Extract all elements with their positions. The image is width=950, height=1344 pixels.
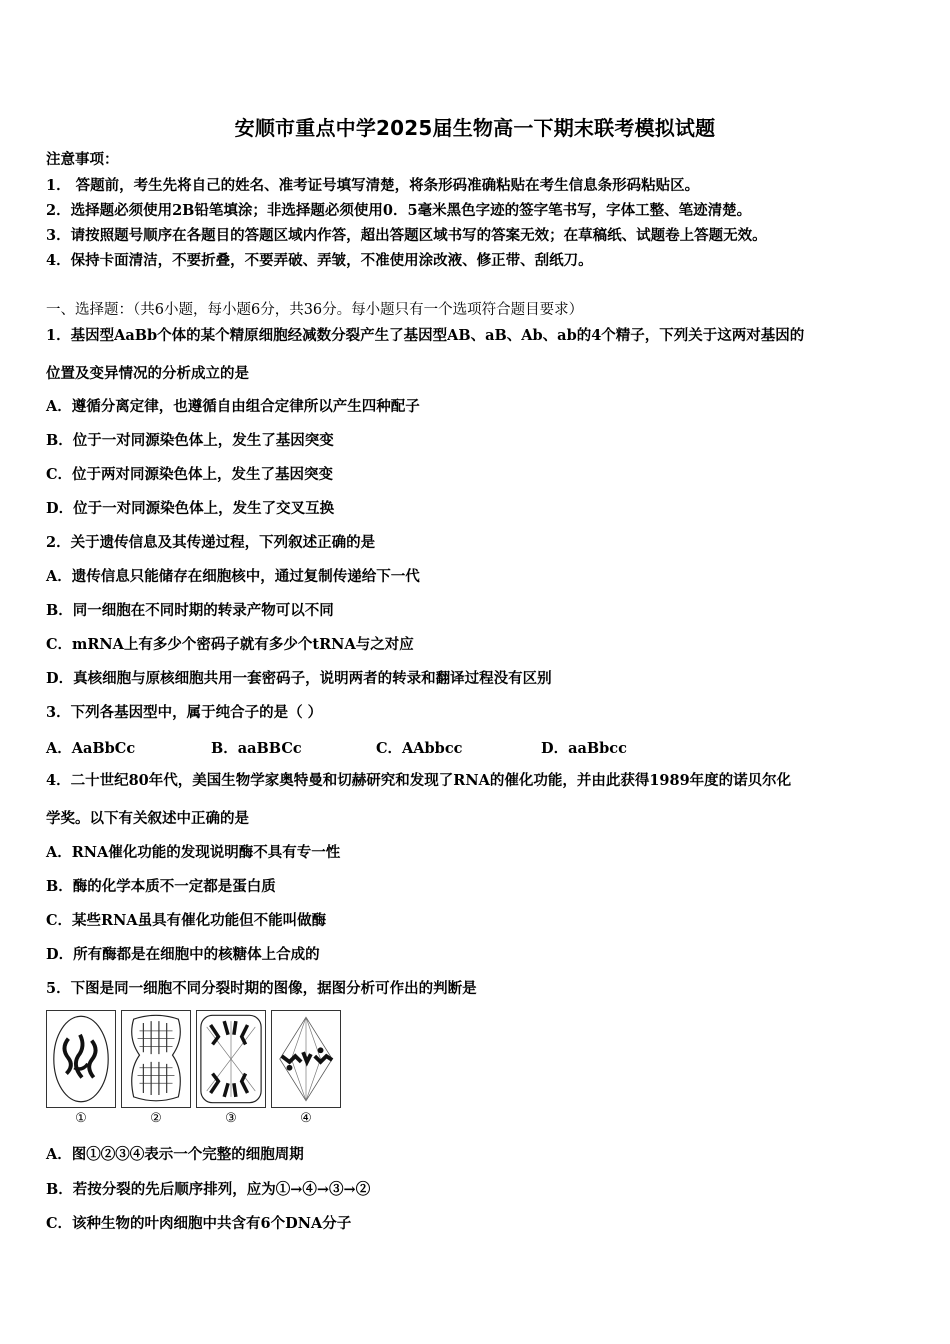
question-5-option-c: C．该种生物的叶肉细胞中共含有6个DNA分子 (46, 1215, 352, 1232)
question-3-option-c: C．AAbbcc (376, 740, 463, 757)
question-3-option-b: B．aaBBCc (211, 740, 302, 757)
cell-division-figure (46, 1010, 356, 1130)
figure-label-2: ② (150, 1111, 162, 1126)
figure-label-1: ① (75, 1111, 87, 1126)
page-title: 安顺市重点中学2025届生物高一下期末联考模拟试题 (234, 116, 716, 140)
question-3-option-a: A．AaBbCc (46, 740, 136, 757)
question-4-option-a: A．RNA催化功能的发现说明酶不具有专一性 (46, 844, 341, 861)
question-1-option-a: A．遵循分离定律，也遵循自由组合定律所以产生四种配子 (46, 398, 420, 415)
question-3-option-d: D．aaBbcc (541, 740, 627, 757)
cell-image-1 (46, 1010, 116, 1108)
question-4-option-c: C．某些RNA虽具有催化功能但不能叫做酶 (46, 912, 327, 929)
question-4-stem: 4．二十世纪80年代，美国生物学家奥特曼和切赫研究和发现了RNA的催化功能，并由此获得1989年度的诺贝尔化 (46, 772, 792, 789)
question-1-option-b: B．位于一对同源染色体上，发生了基因突变 (46, 432, 334, 449)
question-2-option-d: D．真核细胞与原核细胞共用一套密码子，说明两者的转录和翻译过程没有区别 (46, 670, 552, 687)
question-5-stem: 5．下图是同一细胞不同分裂时期的图像，据图分析可作出的判断是 (46, 980, 477, 997)
question-1-option-d: D．位于一对同源染色体上，发生了交叉互换 (46, 500, 335, 517)
notice-heading: 注意事项： (46, 151, 119, 168)
section-heading: 一、选择题：（共6小题，每小题6分，共36分。每小题只有一个选项符合题目要求） (46, 302, 584, 318)
question-4-option-b: B．酶的化学本质不一定都是蛋白质 (46, 878, 276, 895)
question-1-stem: 1．基因型AaBb个体的某个精原细胞经减数分裂产生了基因型AB、aB、Ab、ab的4个精子，下列关于这两对基因的 (46, 327, 805, 344)
question-4-option-d: D．所有酶都是在细胞中的核糖体上合成的 (46, 946, 320, 963)
question-2-option-c: C．mRNA上有多少个密码子就有多少个tRNA与之对应 (46, 636, 414, 653)
question-5-option-b: B．若按分裂的先后顺序排列，应为①→④→③→② (46, 1181, 371, 1198)
question-1-option-c: C．位于两对同源染色体上，发生了基因突变 (46, 466, 334, 483)
figure-label-4: ④ (300, 1111, 312, 1126)
question-3-stem: 3．下列各基因型中，属于纯合子的是（ ） (46, 704, 323, 721)
figure-label-3: ③ (225, 1111, 237, 1126)
question-2-stem: 2．关于遗传信息及其传递过程，下列叙述正确的是 (46, 534, 376, 551)
notice-item: 3．请按照题号顺序在各题目的答题区域内作答，超出答题区域书写的答案无效；在草稿纸、试题卷上答题无效。 (46, 227, 767, 244)
question-1-stem-cont: 位置及变异情况的分析成立的是 (46, 365, 249, 382)
notice-item: 2．选择题必须使用2B铅笔填涂；非选择题必须使用0．5毫米黑色字迹的签字笔书写，字体工整、笔迹清楚。 (46, 202, 752, 219)
question-4-stem-cont: 学奖。以下有关叙述中正确的是 (46, 810, 249, 827)
cell-image-2 (121, 1010, 191, 1108)
question-2-option-a: A．遗传信息只能储存在细胞核中，通过复制传递给下一代 (46, 568, 420, 585)
question-5-option-a: A．图①②③④表示一个完整的细胞周期 (46, 1146, 304, 1163)
cell-image-4 (271, 1010, 341, 1108)
notice-item: 4．保持卡面清洁，不要折叠，不要弄破、弄皱，不准使用涂改液、修正带、刮纸刀。 (46, 252, 593, 269)
question-2-option-b: B．同一细胞在不同时期的转录产物可以不同 (46, 602, 334, 619)
cell-image-3 (196, 1010, 266, 1108)
notice-item: 1． 答题前，考生先将自己的姓名、准考证号填写清楚，将条形码准确粘贴在考生信息条形码粘贴区。 (46, 177, 700, 194)
